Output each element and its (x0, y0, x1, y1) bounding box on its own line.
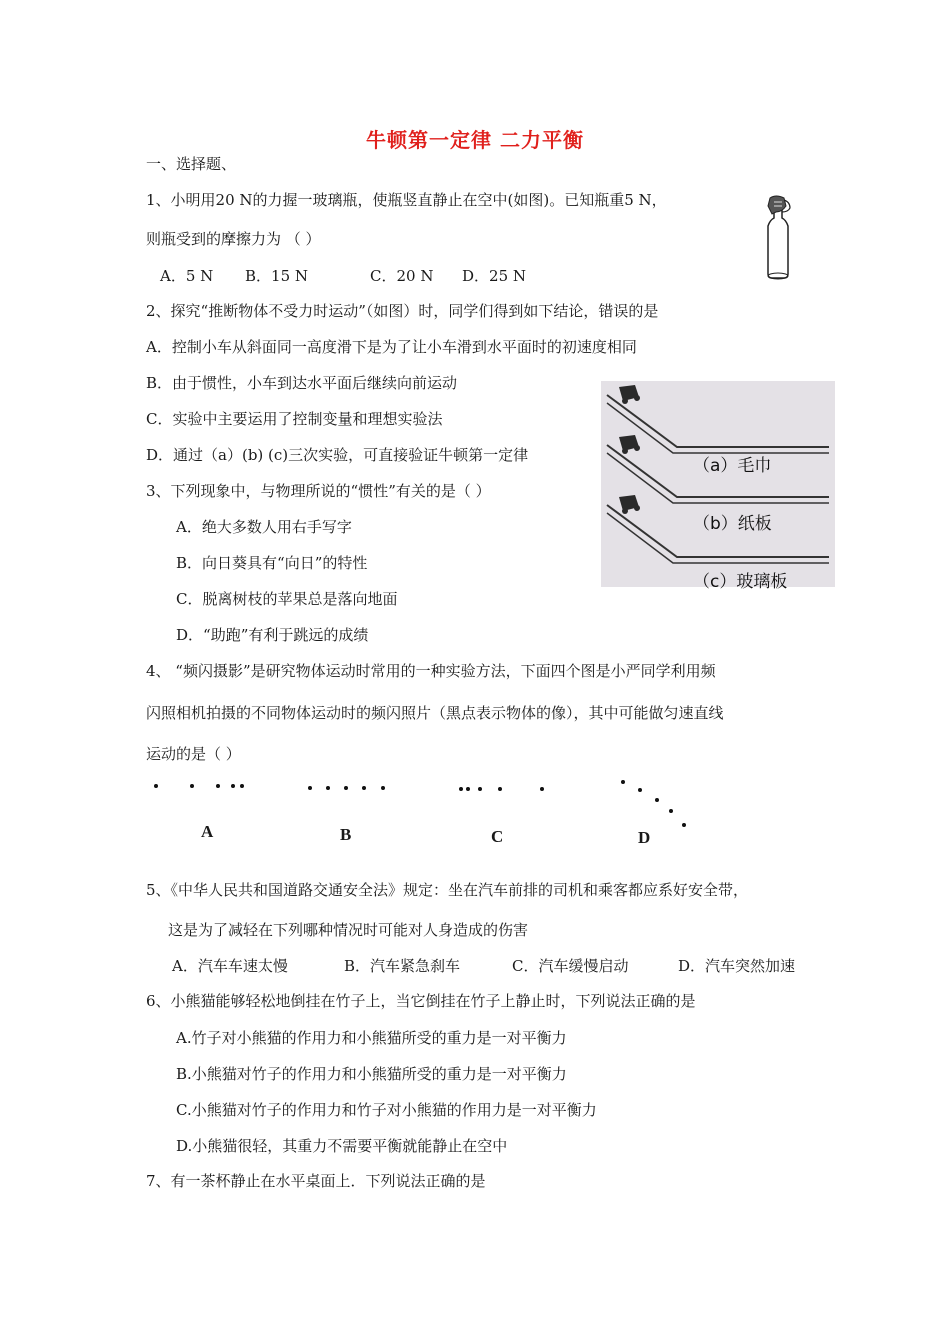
q3-option-a: A．绝大多数人用右手写字 (176, 518, 352, 536)
q4-stem-line2: 闪照相机拍摄的不同物体运动时的频闪照片（黑点表示物体的像），其中可能做匀速直线 (146, 704, 724, 722)
strobe-dot (459, 787, 463, 791)
q1-option-a: A．5 N (160, 267, 214, 285)
q5-option-d: D．汽车突然加速 (678, 957, 796, 975)
diagram-label-c: C (491, 827, 504, 846)
strobe-dot (381, 786, 385, 790)
q2-option-a: A．控制小车从斜面同一高度滑下是为了让小车滑到水平面时的初速度相同 (146, 338, 637, 356)
q6-stem: 6、小熊猫能够轻松地倒挂在竹子上，当它倒挂在竹子上静止时，下列说法正确的是 (146, 992, 696, 1010)
q3-option-b: B．向日葵具有“向日”的特性 (176, 554, 368, 572)
q4-stem-line1: 4、 “频闪摄影”是研究物体运动时常用的一种实验方法，下面四个图是小严同学利用频 (146, 662, 716, 680)
q1-stem-line2: 则瓶受到的摩擦力为 （ ） (146, 230, 321, 248)
strobe-dot (240, 784, 244, 788)
q2-stem: 2、探究“推断物体不受力时运动”（如图）时，同学们得到如下结论，错误的是 (146, 302, 659, 320)
strobe-dot (540, 787, 544, 791)
q4-stem-line3: 运动的是（ ） (146, 745, 241, 763)
q2-option-c: C．实验中主要运用了控制变量和理想实验法 (146, 410, 443, 428)
strobe-dot (478, 787, 482, 791)
strobe-dot (190, 784, 194, 788)
strobe-dot (216, 784, 220, 788)
q1-option-b: B．15 N (245, 267, 309, 285)
strobe-dot (362, 786, 366, 790)
strobe-dot (308, 786, 312, 790)
q5-option-c: C．汽车缓慢启动 (512, 957, 629, 975)
q1-option-c: C．20 N (370, 267, 434, 285)
q6-option-a: A.竹子对小熊猫的作用力和小熊猫所受的重力是一对平衡力 (176, 1029, 567, 1047)
q3-option-c: C．脱离树枝的苹果总是落向地面 (176, 590, 398, 608)
figure-label-c: （c）玻璃板 (693, 572, 788, 592)
strobe-dot (154, 784, 158, 788)
strobe-dot (344, 786, 348, 790)
strobe-dot (655, 798, 659, 802)
strobe-dot (466, 787, 470, 791)
q2-option-d: D．通过（a）(b) (c)三次实验，可直接验证牛顿第一定律 (146, 446, 529, 464)
q6-option-c: C.小熊猫对竹子的作用力和竹子对小熊猫的作用力是一对平衡力 (176, 1101, 597, 1119)
strobe-dot (231, 784, 235, 788)
q3-stem: 3、下列现象中，与物理所说的“惯性”有关的是（ ） (146, 482, 491, 500)
diagram-label-a: A (201, 822, 214, 841)
strobe-dot (621, 780, 625, 784)
q5-stem-line2: 这是为了减轻在下列哪种情况时可能对人身造成的伤害 (168, 921, 529, 939)
strobe-dot (498, 787, 502, 791)
strobe-dot (326, 786, 330, 790)
diagram-label-d: D (638, 828, 651, 847)
q5-option-a: A．汽车车速太慢 (172, 957, 288, 975)
ramp-a (607, 385, 829, 453)
figure-label-a: （a）毛巾 (693, 456, 772, 476)
strobe-dot (638, 788, 642, 792)
q5-stem-line1: 5、《中华人民共和国道路交通安全法》规定：坐在汽车前排的司机和乘客都应系好安全带， (146, 881, 749, 899)
page-title: 牛顿第一定律 二力平衡 (366, 128, 584, 152)
section-heading: 一、选择题、 (146, 155, 237, 173)
hand-bottle-figure (756, 192, 800, 282)
q6-option-b: B.小熊猫对竹子的作用力和小熊猫所受的重力是一对平衡力 (176, 1065, 567, 1083)
strobe-dot (669, 809, 673, 813)
q2-option-b: B．由于惯性，小车到达水平面后继续向前运动 (146, 374, 458, 392)
q1-option-d: D．25 N (462, 267, 527, 285)
incline-experiment-figure (601, 381, 835, 592)
figure-label-b: （b）纸板 (693, 514, 772, 534)
q7-stem: 7、有一茶杯静止在水平桌面上．下列说法正确的是 (146, 1172, 486, 1190)
q3-option-d: D．“助跑”有利于跳远的成绩 (176, 626, 369, 644)
diagram-label-b: B (340, 825, 352, 844)
q5-option-b: B．汽车紧急刹车 (344, 957, 461, 975)
q6-option-d: D.小熊猫很轻，其重力不需要平衡就能静止在空中 (176, 1137, 508, 1155)
q1-stem-line1: 1、小明用20 N的力握一玻璃瓶，使瓶竖直静止在空中(如图)。已知瓶重5 N， (146, 191, 667, 209)
strobe-dot (682, 823, 686, 827)
